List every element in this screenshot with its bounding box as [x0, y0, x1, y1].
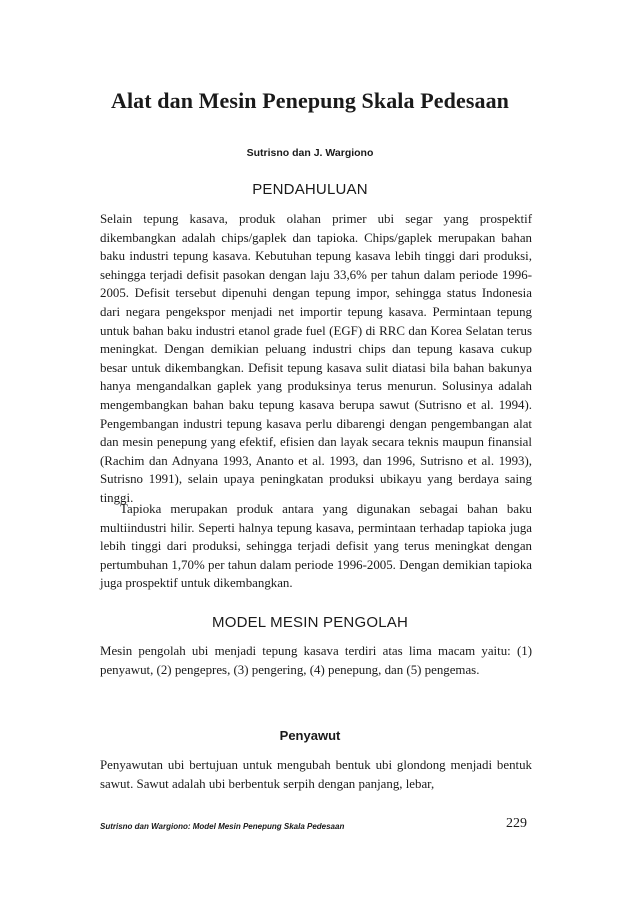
article-authors: Sutrisno dan J. Wargiono — [246, 147, 374, 159]
subsection-heading-penyawut: Penyawut — [279, 728, 341, 743]
running-footer-title: Sutrisno dan Wargiono: Model Mesin Penepung Skala Pedesaan — [100, 822, 345, 831]
page-number: 229 — [506, 816, 527, 831]
body-paragraph: Penyawutan ubi bertujuan untuk mengubah bentuk ubi glondong menjadi bentuk sawut. Sawut adalah ubi berbentuk serpih dengan panjang, lebar, — [100, 758, 532, 791]
body-paragraph: Mesin pengolah ubi menjadi tepung kasava terdiri atas lima macam yaitu: (1) penyawut, (2) pengepres, (3) pengering, (4) penepung, dan (5) pengemas. — [100, 644, 532, 677]
article-title: Alat dan Mesin Penepung Skala Pedesaan — [110, 88, 510, 113]
body-paragraph: Tapioka merupakan produk antara yang digunakan sebagai bahan baku multiindustri hilir. Seperti halnya tepung kasava, permintaan terhadap tapioka juga lebih tinggi dari produksi, sehingga terjadi defisit yang terus meningkat dengan pertumbuhan 1,70% per tahun dalam periode 1996-2005. Dengan demikian tapioka juga prospektif untuk dikembangkan. — [100, 502, 532, 591]
section-heading-pendahuluan: PENDAHULUAN — [252, 181, 368, 198]
body-paragraph: Selain tepung kasava, produk olahan primer ubi segar yang prospektif dikembangkan adalah chips/gaplek dan tapioka. Chips/gaplek merupakan bahan baku industri tepung kasava. Kebutuhan tepung kasava lebih tinggi dari produksi, sehingga terjadi defisit pasokan dengan laju 33,6% per tahun dalam periode 1996-2005. Defisit tersebut dipenuhi dengan tepung impor, sehingga status Indonesia dari negara pengekspor menjadi net importir tepung kasava. Permintaan tepung untuk bahan baku industri etanol grade fuel (EGF) di RRC dan Korea Selatan terus meningkat. Dengan demikian peluang industri chips dan tepung kasava cukup besar untuk dikembangkan. Defisit tepung kasava sulit diatasi bila bahan bakunya hanya mengandalkan gaplek yang produksinya terus menurun. Solusinya adalah mengembangkan bahan baku tepung kasava berupa sawut (Sutrisno et al. 1994). Pengembangan industri tepung kasava perlu dibarengi dengan pengembangan alat dan mesin penepung yang efektif, efisien dan layak secara teknis maupun finansial (Rachim dan Adnyana 1993, Ananto et al. 1993, dan 1996, Sutrisno et al. 1993), Sutrisno 1991), selain upaya peningkatan produksi ubikayu yang berdaya saing tinggi. — [100, 212, 532, 505]
section-heading-model-mesin: MODEL MESIN PENGOLAH — [212, 614, 408, 631]
